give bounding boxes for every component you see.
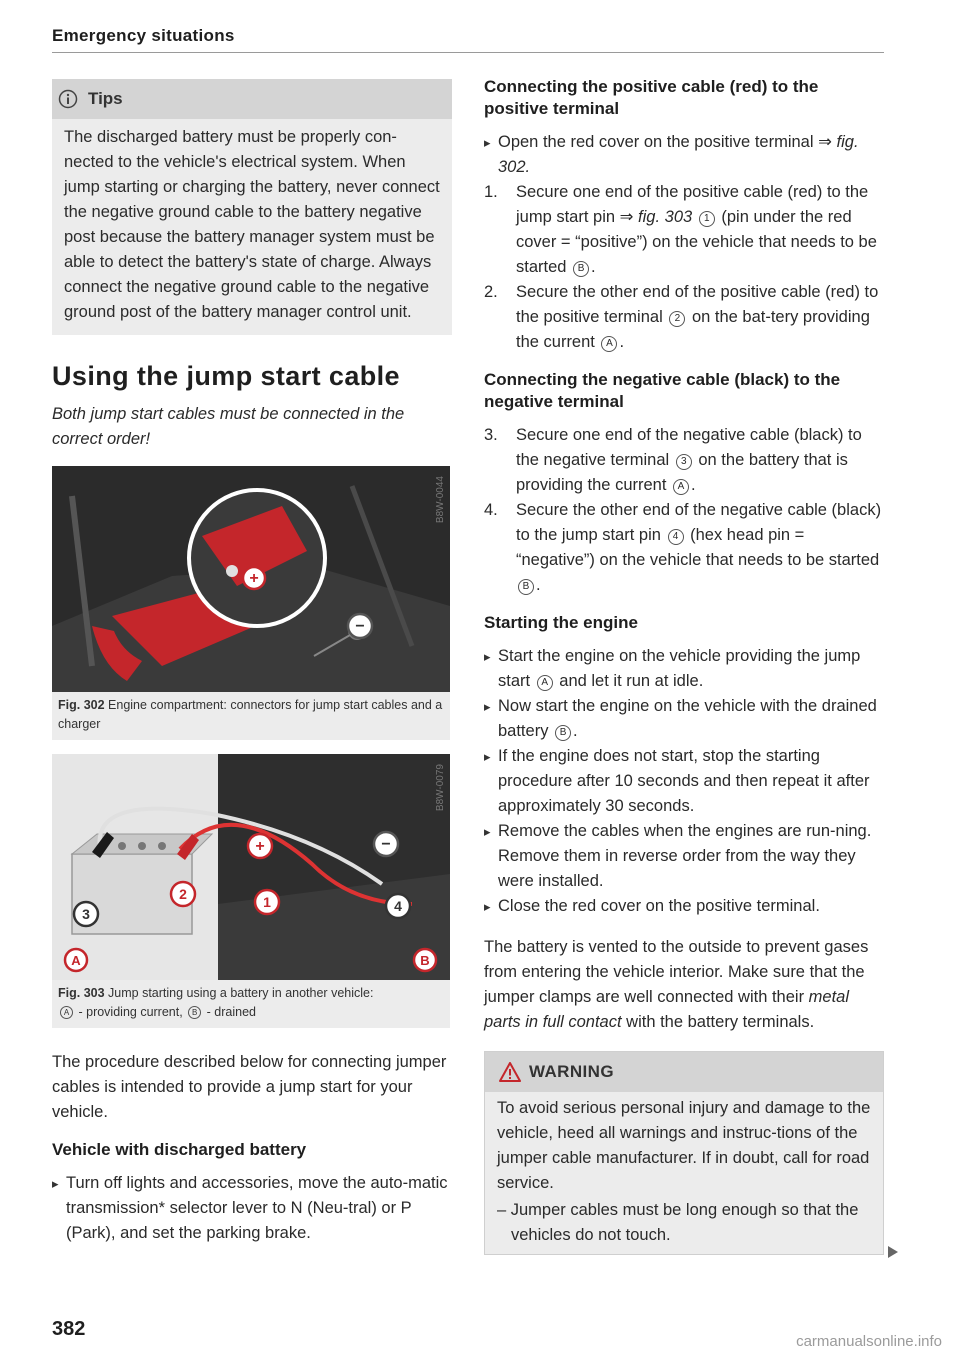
- step-1-text-b: (pin under the red cover = “positive”) on the vehicle that needs to be started: [516, 208, 877, 276]
- page-number: 382: [52, 1318, 86, 1340]
- tips-heading: Tips: [88, 89, 123, 108]
- figure-302: [52, 466, 450, 740]
- negative-cable-heading: Connecting the negative cable (black) to the negative terminal: [484, 370, 841, 411]
- callout-4: 4: [394, 898, 402, 914]
- warning-text: To avoid serious personal injury and damage to the vehicle, heed all warnings and instruc-tions of the jumper cable manufacturer. If in doubt, call for road service.: [497, 1099, 871, 1192]
- warning-heading: WARNING: [529, 1062, 614, 1081]
- callout-2: 2: [179, 886, 187, 902]
- figure-303-caption-c: - drained: [206, 1005, 257, 1019]
- watermark: carmanualsonline.info: [796, 1333, 942, 1350]
- header-title: Emergency situations: [52, 26, 235, 45]
- tips-text: The discharged battery must be properly con-nected to the vehicle's electrical system. When jump starting or charging the battery, never connect the negative ground cable to the battery negative post because the battery manager system must be able to detect the battery's state of charge. Always connect the negative ground cable to the negative ground post of the battery manager control unit.: [64, 128, 440, 321]
- fig-302-ref: ⇒ fig. 302.: [498, 133, 859, 176]
- engine-compartment-illustration: [52, 466, 450, 692]
- bullet-not-start: ▸ If the engine does not start, stop the starting procedure after 10 seconds and then repeat it after approximately 30 seconds.: [484, 744, 884, 819]
- tips-box: [52, 79, 452, 335]
- step-2: 2. Secure the other end of the positive cable (red) to the positive terminal 2 on the bat-tery providing the current A .: [484, 280, 884, 355]
- fig303-minus-label: −: [381, 836, 391, 853]
- figure-303-caption-a: Jump starting using a battery in another vehicle:: [108, 986, 374, 1000]
- bullet-open-cover-text: Open the red cover on the positive terminal: [498, 133, 814, 151]
- step-3-callout: 3: [676, 454, 692, 470]
- warning-header: [485, 1052, 883, 1092]
- step-2-callout: 2: [669, 311, 685, 327]
- step-3-number: 3.: [484, 426, 498, 444]
- step-4-number: 4.: [484, 501, 498, 519]
- left-column: [52, 79, 452, 1246]
- tips-header: [52, 79, 452, 119]
- vent-text-a: The battery is vented to the outside to prevent gases from entering the vehicle interior. Make sure that the jumper clamps are well connected with their: [484, 938, 869, 1006]
- vent-text-b: with the battery terminals.: [626, 1013, 815, 1031]
- step-1-number: 1.: [484, 183, 498, 201]
- warning-box: [484, 1051, 884, 1255]
- marker-b: B: [420, 953, 430, 968]
- fig303-plus-label: +: [255, 838, 265, 855]
- step-1-callout: 1: [699, 211, 715, 227]
- warning-icon: [499, 1062, 521, 1082]
- minus-terminal-label: −: [355, 618, 365, 635]
- page-header: [52, 26, 884, 53]
- plus-terminal-label: +: [249, 570, 259, 587]
- caption-marker-a: A: [60, 1006, 73, 1019]
- step-2-text-a: Secure the other end of the positive cable (red) to the positive terminal: [516, 283, 879, 326]
- callout-1: 1: [263, 894, 271, 910]
- step-3-marker-a: A: [673, 479, 689, 495]
- section-intro: Both jump start cables must be connected in the correct order!: [52, 405, 405, 448]
- bullet-start-providing-a: Start the engine on the vehicle providing the jump start: [498, 647, 861, 690]
- bullet-remove-cables: ▸ Remove the cables when the engines are run-ning. Remove them in reverse order from the way they were installed.: [484, 819, 884, 894]
- step-2-text-b: on the bat-tery providing the current: [516, 308, 870, 351]
- bullet-start-providing: [484, 644, 884, 694]
- step-3-text-a: Secure one end of the negative cable (black) to the negative terminal: [516, 426, 862, 469]
- figure-303-label: Fig. 303: [58, 986, 105, 1000]
- step-2-marker-a: A: [601, 336, 617, 352]
- figure-303-caption: [52, 980, 450, 1028]
- step-4-text-a: Secure the other end of the negative cable (black) to the jump start pin: [516, 501, 882, 544]
- fig-303-ref: ⇒ fig. 303: [619, 208, 693, 226]
- step-4-marker-b: B: [518, 579, 534, 595]
- right-column: [484, 76, 884, 1255]
- warning-dash-item: – Jumper cables must be long enough so that the vehicles do not touch.: [497, 1201, 859, 1244]
- step-3: 3. Secure one end of the negative cable (black) to the negative terminal 3 on the battery that is providing the current A .: [484, 423, 884, 498]
- caption-marker-b: B: [188, 1006, 201, 1019]
- bullet-close-cover: ▸ Close the red cover on the positive terminal.: [484, 894, 884, 919]
- figure-302-label: Fig. 302: [58, 698, 105, 712]
- info-icon: [58, 89, 78, 109]
- continue-arrow-icon: [888, 1246, 898, 1258]
- figure-302-caption-text: Engine compartment: connectors for jump start cables and a charger: [58, 698, 443, 731]
- step-3-text-b: on the battery that is providing the current: [516, 451, 848, 494]
- bullet-start-providing-b: and let it run at idle.: [559, 672, 704, 690]
- step-4: 4. Secure the other end of the negative cable (black) to the jump start pin 4 (hex head pin = “negative”) on the vehicle that needs to be started B .: [484, 498, 884, 598]
- starting-engine-heading: Starting the engine: [484, 613, 638, 632]
- procedure-intro: The procedure described below for connecting jumper cables is intended to provide a jump start for your vehicle.: [52, 1053, 447, 1121]
- bullet-start-marker-a: A: [537, 675, 553, 691]
- warning-body: [485, 1092, 883, 1254]
- figure-303: [52, 754, 450, 1028]
- figure-303-code: B8W-0079: [435, 764, 446, 812]
- bullet-start-drained-text: Now start the engine on the vehicle with the drained battery: [498, 697, 877, 740]
- step-1-marker-b: B: [573, 261, 589, 277]
- figure-302-caption: [52, 692, 450, 740]
- positive-cable-heading: Connecting the positive cable (red) to the positive terminal: [484, 77, 819, 118]
- vent-text-emphasis: metal parts in full contact: [484, 988, 850, 1031]
- bullet-start-drained: ▸ Now start the engine on the vehicle with the drained battery B .: [484, 694, 884, 744]
- bullet-open-cover: [484, 130, 884, 180]
- figure-302-code: B8W-0044: [435, 476, 446, 524]
- vehicle-discharged-heading: Vehicle with discharged battery: [52, 1140, 307, 1159]
- step-4-text-b: (hex head pin = “negative”) on the vehicle that needs to be started: [516, 526, 880, 569]
- bullet-drained-marker-b: B: [555, 725, 571, 741]
- step-2-number: 2.: [484, 283, 498, 301]
- callout-3: 3: [82, 906, 90, 922]
- figure-303-caption-b: - providing current,: [78, 1005, 183, 1019]
- section-title: Using the jump start cable: [52, 361, 400, 391]
- step-1-text-a: Secure one end of the positive cable (red) to the jump start pin: [516, 183, 869, 226]
- bullet-transmission: ▸ Turn off lights and accessories, move the auto-matic transmission* selector lever to N (Neu-tral) or P (Park), and set the parking brake.: [52, 1171, 452, 1246]
- step-1: 1. Secure one end of the positive cable (red) to the jump start pin ⇒ fig. 303 1 (pin under the red cover = “positive”) on the vehicle that needs to be started B .: [484, 180, 884, 280]
- jump-start-illustration: [52, 754, 450, 980]
- step-4-callout: 4: [668, 529, 684, 545]
- marker-a: A: [71, 953, 81, 968]
- vent-paragraph: [484, 935, 884, 1035]
